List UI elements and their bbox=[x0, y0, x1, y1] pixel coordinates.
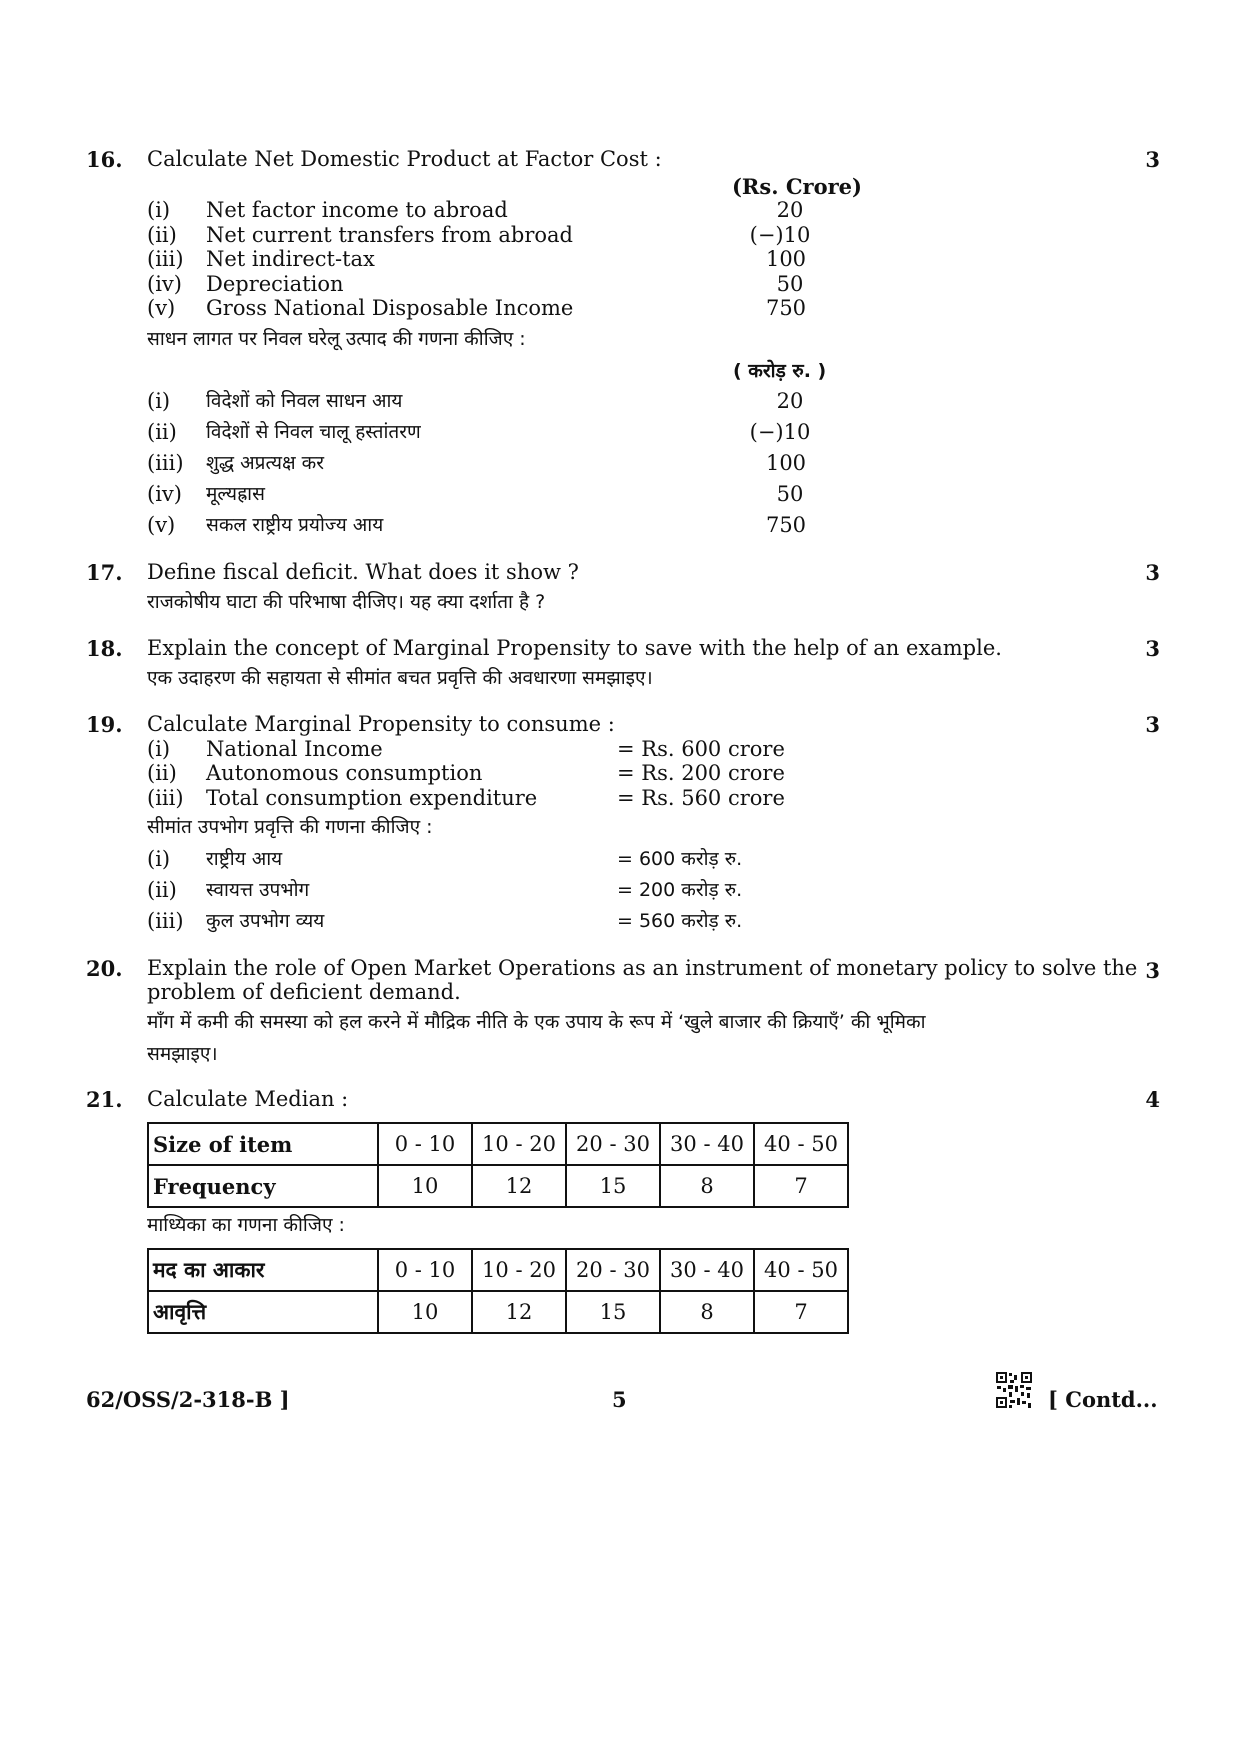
median-table-hi bbox=[147, 1248, 849, 1334]
item-value: (−)10 bbox=[749, 223, 811, 247]
item-value: 100 bbox=[765, 247, 807, 271]
q17-number: 17. bbox=[86, 560, 123, 585]
item-label: मूल्यह्रास bbox=[206, 483, 265, 505]
q16-unit-en: (Rs. Crore) bbox=[732, 174, 862, 199]
item-num: (iii) bbox=[147, 909, 184, 933]
item-value: 50 bbox=[776, 272, 804, 296]
q21-marks: 4 bbox=[1145, 1087, 1160, 1112]
item-label: कुल उपभोग व्यय bbox=[206, 910, 325, 932]
table-row-label: Size of item bbox=[148, 1123, 378, 1165]
table-cell: 8 bbox=[660, 1291, 754, 1333]
q19-question-en: Calculate Marginal Propensity to consume : bbox=[147, 712, 615, 736]
table-cell: 7 bbox=[754, 1165, 848, 1207]
table-row bbox=[148, 1165, 848, 1207]
item-num: (i) bbox=[147, 389, 171, 413]
item-value: = 200 करोड़ रु. bbox=[617, 879, 743, 901]
item-num: (i) bbox=[147, 198, 171, 222]
table-cell: 10 bbox=[378, 1165, 472, 1207]
q18-marks: 3 bbox=[1145, 636, 1160, 661]
item-label: शुद्ध अप्रत्यक्ष कर bbox=[206, 452, 325, 474]
q20-question-en-line2: problem of deficient demand. bbox=[147, 980, 461, 1004]
q16-number: 16. bbox=[86, 147, 123, 172]
item-num: (ii) bbox=[147, 761, 177, 785]
footer-code: 62/OSS/2-318-B ] bbox=[86, 1387, 290, 1412]
table-cell: 10 - 20 bbox=[472, 1123, 566, 1165]
table-cell: 20 - 30 bbox=[566, 1249, 660, 1291]
item-num: (ii) bbox=[147, 223, 177, 247]
item-value: = Rs. 560 crore bbox=[617, 786, 785, 810]
q16-marks: 3 bbox=[1145, 147, 1160, 172]
q20-question-en-line1: Explain the role of Open Market Operations as an instrument of monetary policy to solve the bbox=[147, 956, 1138, 980]
table-cell: 20 - 30 bbox=[566, 1123, 660, 1165]
item-num: (iv) bbox=[147, 482, 182, 506]
q19-question-hi: सीमांत उपभोग प्रवृत्ति की गणना कीजिए : bbox=[147, 816, 433, 838]
page-number: 5 bbox=[612, 1387, 627, 1412]
item-label: Depreciation bbox=[206, 272, 344, 296]
table-cell: 12 bbox=[472, 1165, 566, 1207]
table-cell: 30 - 40 bbox=[660, 1249, 754, 1291]
q19-marks: 3 bbox=[1145, 712, 1160, 737]
q20-marks: 3 bbox=[1145, 958, 1160, 983]
item-label: National Income bbox=[206, 737, 383, 761]
item-label: विदेशों को निवल साधन आय bbox=[206, 390, 403, 412]
table-row-label: आवृत्ति bbox=[148, 1291, 378, 1333]
table-row-label: Frequency bbox=[148, 1165, 378, 1207]
item-num: (iii) bbox=[147, 451, 184, 475]
item-value: = Rs. 600 crore bbox=[617, 737, 785, 761]
item-value: 50 bbox=[776, 482, 804, 506]
item-num: (v) bbox=[147, 513, 176, 537]
table-cell: 15 bbox=[566, 1165, 660, 1207]
item-value: = 560 करोड़ रु. bbox=[617, 910, 743, 932]
q18-question-en: Explain the concept of Marginal Propensity to save with the help of an example. bbox=[147, 636, 1002, 660]
item-value: (−)10 bbox=[749, 420, 811, 444]
table-cell: 10 bbox=[378, 1291, 472, 1333]
table-row bbox=[148, 1249, 848, 1291]
item-num: (i) bbox=[147, 847, 171, 871]
qr-code-icon bbox=[995, 1371, 1033, 1409]
q16-question-en: Calculate Net Domestic Product at Factor Cost : bbox=[147, 147, 662, 171]
item-value: = 600 करोड़ रु. bbox=[617, 848, 743, 870]
contd-label: [ Contd... bbox=[1048, 1387, 1158, 1412]
q18-question-hi: एक उदाहरण की सहायता से सीमांत बचत प्रवृत्ति की अवधारणा समझाइए। bbox=[147, 667, 653, 689]
q17-question-en: Define fiscal deficit. What does it show ? bbox=[147, 560, 579, 584]
q20-question-hi-line2: समझाइए। bbox=[147, 1043, 218, 1065]
item-label: Net current transfers from abroad bbox=[206, 223, 573, 247]
q16-question-hi: साधन लागत पर निवल घरेलू उत्पाद की गणना कीजिए : bbox=[147, 328, 526, 350]
q20-question-hi-line1: माँग में कमी की समस्या को हल करने में मौद्रिक नीति के एक उपाय के रूप में ‘खुले बाजार की क्रियाएँ’ की भूमिका bbox=[147, 1011, 926, 1033]
q16-unit-hi: ( करोड़ रु. ) bbox=[733, 360, 827, 382]
q21-question-en: Calculate Median : bbox=[147, 1087, 349, 1111]
item-label: Gross National Disposable Income bbox=[206, 296, 574, 320]
table-cell: 8 bbox=[660, 1165, 754, 1207]
item-label: Total consumption expenditure bbox=[206, 786, 538, 810]
q17-marks: 3 bbox=[1145, 560, 1160, 585]
item-num: (iii) bbox=[147, 247, 184, 271]
item-label: स्वायत्त उपभोग bbox=[206, 879, 310, 901]
item-label: राष्ट्रीय आय bbox=[206, 848, 283, 870]
item-value: 100 bbox=[765, 451, 807, 475]
item-label: Autonomous consumption bbox=[206, 761, 483, 785]
table-row bbox=[148, 1291, 848, 1333]
item-num: (ii) bbox=[147, 878, 177, 902]
item-value: 750 bbox=[765, 296, 807, 320]
table-cell: 0 - 10 bbox=[378, 1123, 472, 1165]
table-cell: 15 bbox=[566, 1291, 660, 1333]
median-table-en bbox=[147, 1122, 849, 1208]
item-value: = Rs. 200 crore bbox=[617, 761, 785, 785]
table-cell: 30 - 40 bbox=[660, 1123, 754, 1165]
item-num: (i) bbox=[147, 737, 171, 761]
table-cell: 7 bbox=[754, 1291, 848, 1333]
table-cell: 0 - 10 bbox=[378, 1249, 472, 1291]
item-value: 750 bbox=[765, 513, 807, 537]
item-label: Net factor income to abroad bbox=[206, 198, 508, 222]
item-num: (iii) bbox=[147, 786, 184, 810]
q19-number: 19. bbox=[86, 712, 123, 737]
table-cell: 40 - 50 bbox=[754, 1123, 848, 1165]
table-row-label: मद का आकार bbox=[148, 1249, 378, 1291]
item-num: (v) bbox=[147, 296, 176, 320]
q21-number: 21. bbox=[86, 1087, 123, 1112]
table-cell: 40 - 50 bbox=[754, 1249, 848, 1291]
item-value: 20 bbox=[776, 389, 804, 413]
item-label: सकल राष्ट्रीय प्रयोज्य आय bbox=[206, 514, 384, 536]
item-label: Net indirect-tax bbox=[206, 247, 375, 271]
item-label: विदेशों से निवल चालू हस्तांतरण bbox=[206, 421, 421, 443]
q17-question-hi: राजकोषीय घाटा की परिभाषा दीजिए। यह क्या दर्शाता है ? bbox=[147, 591, 546, 613]
item-num: (iv) bbox=[147, 272, 182, 296]
table-cell: 12 bbox=[472, 1291, 566, 1333]
table-cell: 10 - 20 bbox=[472, 1249, 566, 1291]
item-num: (ii) bbox=[147, 420, 177, 444]
q20-number: 20. bbox=[86, 956, 123, 981]
table-row bbox=[148, 1123, 848, 1165]
q18-number: 18. bbox=[86, 636, 123, 661]
q21-question-hi: माध्यिका का गणना कीजिए : bbox=[147, 1214, 345, 1236]
item-value: 20 bbox=[776, 198, 804, 222]
